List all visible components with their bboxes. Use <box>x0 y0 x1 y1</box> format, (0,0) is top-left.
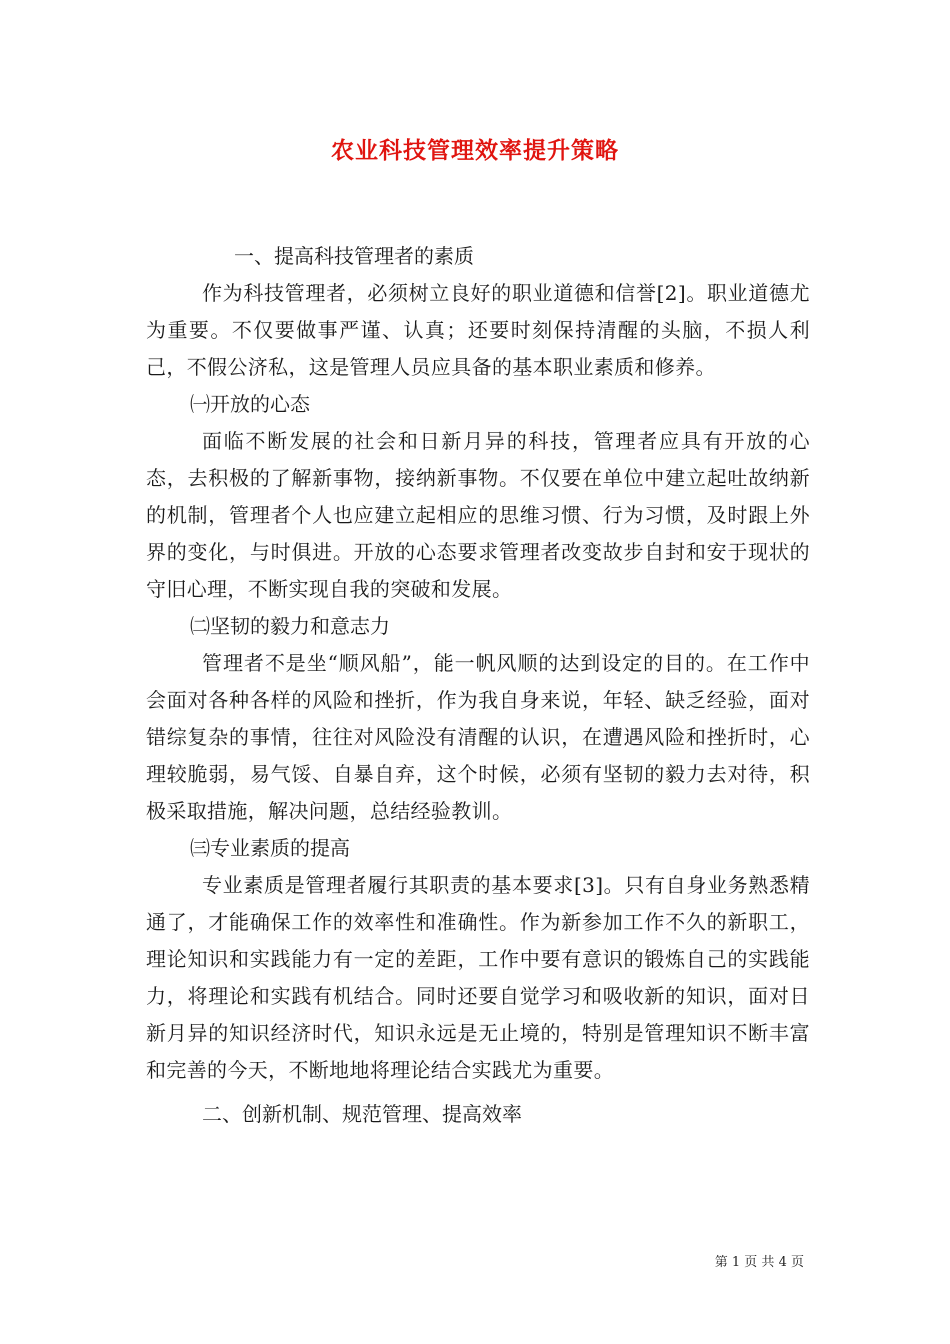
section-heading-2: 二、创新机制、规范管理、提高效率 <box>202 1102 522 1126</box>
paragraph-2: 面临不断发展的社会和日新月异的科技，管理者应具有开放的心态，去积极的了解新事物，接纳新事物。不仅要在单位中建立起吐故纳新的机制，管理者个人也应建立起相应的思维习惯、行为习惯，及时跟上外界的变化，与时俱进。开放的心态要求管理者改变故步自封和安于现状的守旧心理，不断实现自我的突破和发展。 <box>146 429 810 601</box>
document-body <box>146 238 810 1133</box>
footer-page: 1 <box>731 1255 741 1270</box>
footer-suffix: 页 <box>790 1255 804 1270</box>
subheading-1: ㈠开放的心态 <box>190 392 310 416</box>
section-heading-1: 一、提高科技管理者的素质 <box>234 244 474 268</box>
footer-middle: 页 共 <box>744 1255 775 1270</box>
subheading-3: ㈢专业素质的提高 <box>190 836 350 860</box>
paragraph-4: 专业素质是管理者履行其职责的基本要求[3]。只有自身业务熟悉精通了，才能确保工作的效率性和准确性。作为新参加工作不久的新职工，理论知识和实践能力有一定的差距，工作中要有意识的锻炼自己的实践能力，将理论和实践有机结合。同时还要自觉学习和吸收新的知识，面对日新月异的知识经济时代，知识永远是无止境的，特别是管理知识不断丰富和完善的今天，不断地地将理论结合实践尤为重要。 <box>146 873 810 1082</box>
paragraph-1: 作为科技管理者，必须树立良好的职业道德和信誉[2]。职业道德尤为重要。不仅要做事严谨、认真；还要时刻保持清醒的头脑，不损人利己，不假公济私，这是管理人员应具备的基本职业素质和修养。 <box>146 281 810 379</box>
footer-total: 4 <box>778 1255 787 1270</box>
subheading-2: ㈡坚韧的毅力和意志力 <box>190 614 390 638</box>
paragraph-3: 管理者不是坐“顺风船”，能一帆风顺的达到设定的目的。在工作中会面对各种各样的风险和挫折，作为我自身来说，年轻、缺乏经验，面对错综复杂的事情，往往对风险没有清醒的认识，在遭遇风险和挫折时，心理较脆弱，易气馁、自暴自弃，这个时候，必须有坚韧的毅力去对待，积极采取措施，解决问题，总结经验教训。 <box>146 651 810 823</box>
page-number-footer <box>715 1251 804 1270</box>
footer-prefix: 第 <box>714 1255 728 1270</box>
document-title: 农业科技管理效率提升策略 <box>331 137 619 164</box>
